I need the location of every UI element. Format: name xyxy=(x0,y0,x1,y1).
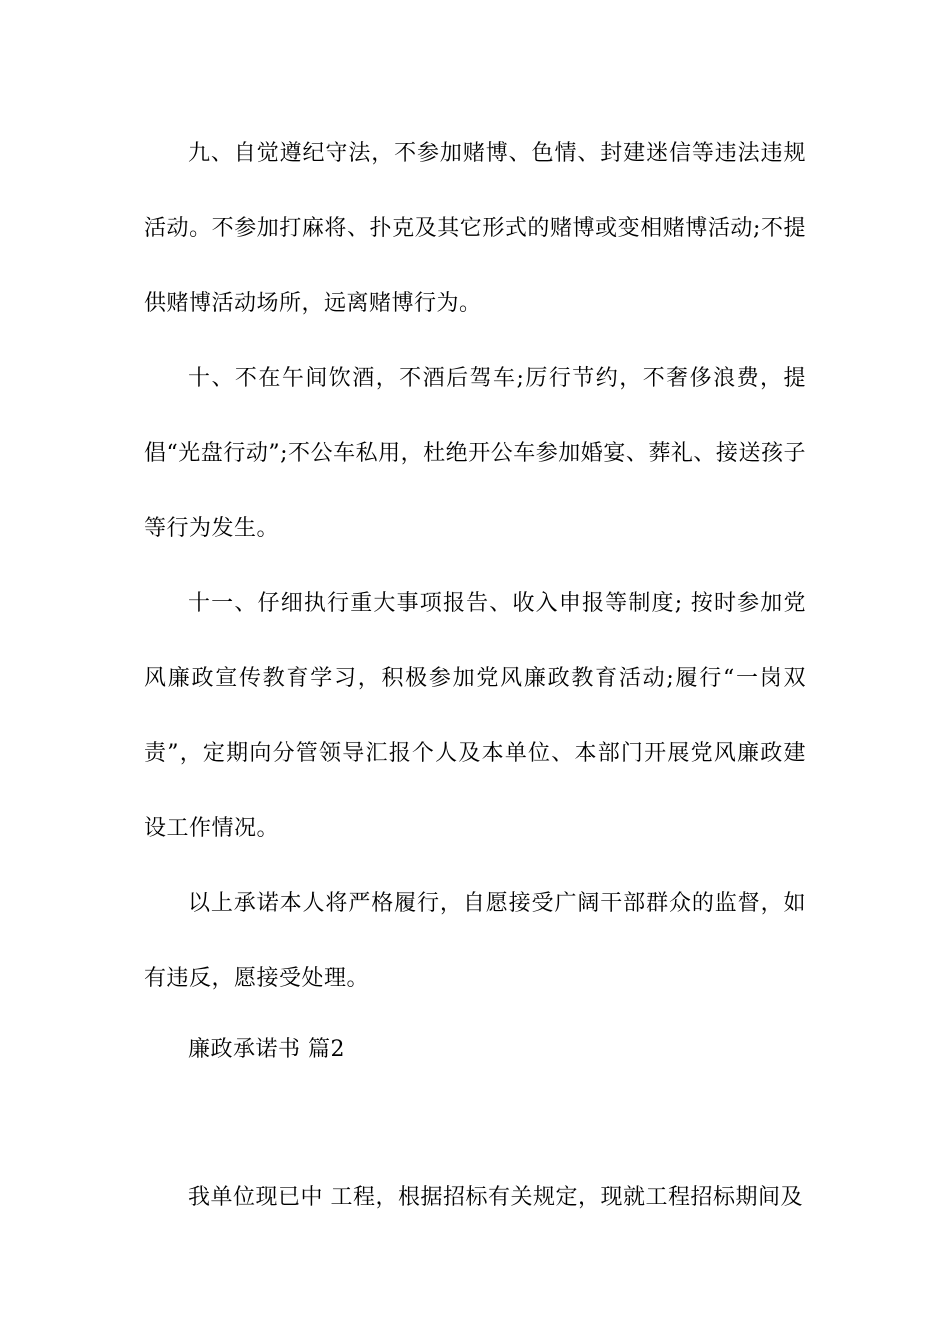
section-heading: 廉政承诺书 篇2 xyxy=(188,1037,345,1062)
paragraph-section2-opening: 我单位现已中 工程，根据招标有关规定，现就工程招标期间及 xyxy=(188,1185,803,1210)
paragraph-item-9: 九、自觉遵纪守法，不参加赌博、色情、封建迷信等违法违规活动。不参加打麻将、扑克及其它形式的赌博或变相赌博活动;不提供赌博活动场所，远离赌博行为。 xyxy=(144,141,806,316)
paragraph-item-11: 十一、仔细执行重大事项报告、收入申报等制度; 按时参加党风廉政宣传教育学习，积极参加党风廉政教育活动;履行“一岗双责”，定期向分管领导汇报个人及本单位、本部门开展党风廉政建设工作情况。 xyxy=(144,591,806,841)
paragraph-item-10: 十、不在午间饮酒，不酒后驾车;厉行节约，不奢侈浪费，提倡“光盘行动”;不公车私用，杜绝开公车参加婚宴、葬礼、接送孩子等行为发生。 xyxy=(144,366,806,541)
paragraph-commitment-closing: 以上承诺本人将严格履行，自愿接受广阔干部群众的监督，如有违反，愿接受处理。 xyxy=(144,891,806,991)
